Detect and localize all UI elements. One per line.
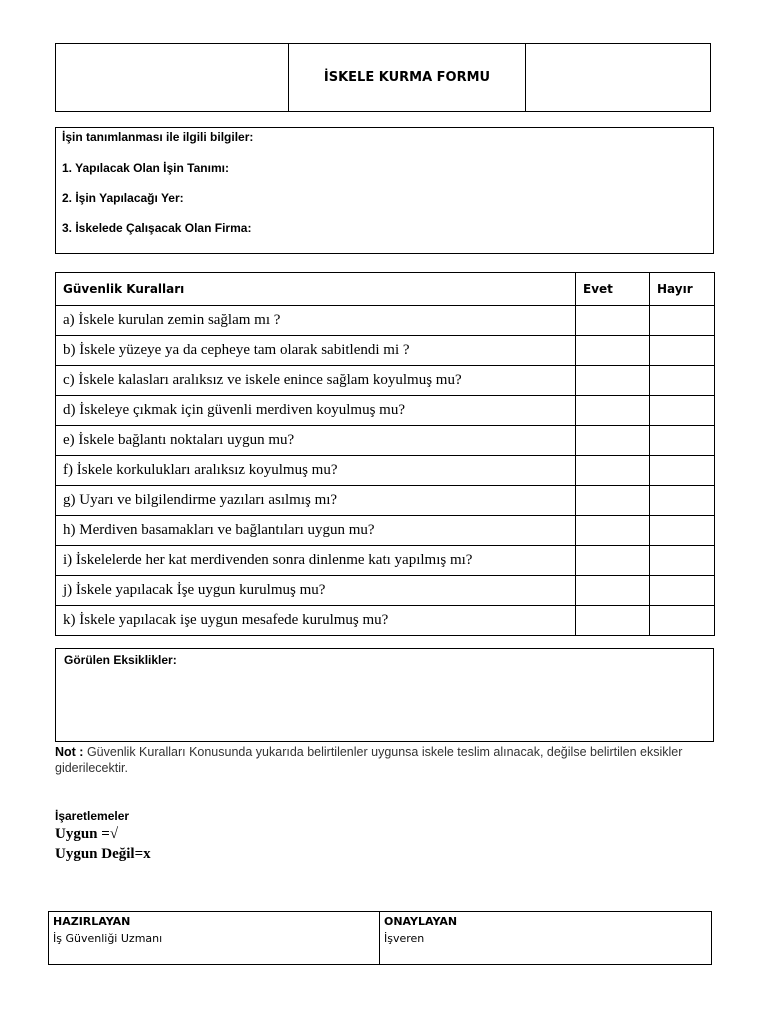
no-checkbox-cell[interactable] — [650, 486, 715, 516]
rule-text: g) Uyarı ve bilgilendirme yazıları asılmış mı? — [56, 486, 576, 516]
column-header-yes: Evet — [576, 273, 650, 306]
yes-checkbox-cell[interactable] — [576, 606, 650, 636]
deficiencies-field[interactable] — [55, 648, 714, 742]
no-checkbox-cell[interactable] — [650, 546, 715, 576]
marking-not-ok: Uygun Değil=x — [55, 846, 151, 862]
no-checkbox-cell[interactable] — [650, 366, 715, 396]
no-checkbox-cell[interactable] — [650, 456, 715, 486]
yes-checkbox-cell[interactable] — [576, 516, 650, 546]
form-header — [55, 43, 711, 112]
rule-text: f) İskele korkulukları aralıksız koyulmuş mu? — [56, 456, 576, 486]
safety-rules-table — [55, 272, 715, 636]
table-row — [56, 306, 715, 336]
prepared-by-label: HAZIRLAYAN — [53, 915, 131, 928]
rule-text: j) İskele yapılacak İşe uygun kurulmuş mu? — [56, 576, 576, 606]
yes-checkbox-cell[interactable] — [576, 456, 650, 486]
yes-checkbox-cell[interactable] — [576, 576, 650, 606]
rule-text: i) İskelelerde her kat merdivenden sonra dinlenme katı yapılmış mı? — [56, 546, 576, 576]
job-info-heading: İşin tanımlanması ile ilgili bilgiler: — [62, 130, 254, 144]
signature-table — [48, 911, 712, 965]
table-row — [56, 516, 715, 546]
job-location-field[interactable]: 2. İşin Yapılacağı Yer: — [62, 191, 184, 205]
table-row — [56, 366, 715, 396]
rule-text: k) İskele yapılacak işe uygun mesafede kurulmuş mu? — [56, 606, 576, 636]
column-header-rules: Güvenlik Kuralları — [56, 273, 576, 306]
column-header-no: Hayır — [650, 273, 715, 306]
no-checkbox-cell[interactable] — [650, 516, 715, 546]
yes-checkbox-cell[interactable] — [576, 396, 650, 426]
doc-info-cell — [526, 44, 711, 112]
rule-text: d) İskeleye çıkmak için güvenli merdiven koyulmuş mu? — [56, 396, 576, 426]
table-row — [56, 336, 715, 366]
table-row — [56, 486, 715, 516]
markings-title: İşaretlemeler — [55, 809, 130, 823]
yes-checkbox-cell[interactable] — [576, 336, 650, 366]
scaffold-company-field[interactable]: 3. İskelede Çalışacak Olan Firma: — [62, 221, 252, 235]
form-title: İSKELE KURMA FORMU — [289, 44, 526, 112]
note-paragraph — [55, 744, 715, 776]
yes-checkbox-cell[interactable] — [576, 546, 650, 576]
rule-text: e) İskele bağlantı noktaları uygun mu? — [56, 426, 576, 456]
table-row — [56, 606, 715, 636]
rule-text: c) İskele kalasları aralıksız ve iskele enince sağlam koyulmuş mu? — [56, 366, 576, 396]
rule-text: a) İskele kurulan zemin sağlam mı ? — [56, 306, 576, 336]
note-text: Güvenlik Kuralları Konusunda yukarıda belirtilenler uygunsa iskele teslim alınacak, değilse belirtilen eksikler giderilecektir. — [55, 745, 683, 775]
prepared-by-title: İş Güvenliği Uzmanı — [53, 932, 163, 945]
yes-checkbox-cell[interactable] — [576, 366, 650, 396]
no-checkbox-cell[interactable] — [650, 606, 715, 636]
table-row — [56, 546, 715, 576]
rule-text: b) İskele yüzeye ya da cepheye tam olarak sabitlendi mi ? — [56, 336, 576, 366]
approved-by-cell[interactable] — [380, 912, 712, 965]
approved-by-label: ONAYLAYAN — [384, 915, 458, 928]
approved-by-title: İşveren — [384, 932, 425, 945]
note-prefix: Not : — [55, 745, 84, 759]
table-header-row — [56, 273, 715, 306]
table-row — [56, 576, 715, 606]
table-row — [56, 426, 715, 456]
no-checkbox-cell[interactable] — [650, 576, 715, 606]
rule-text: h) Merdiven basamakları ve bağlantıları uygun mu? — [56, 516, 576, 546]
yes-checkbox-cell[interactable] — [576, 426, 650, 456]
no-checkbox-cell[interactable] — [650, 396, 715, 426]
table-row — [56, 396, 715, 426]
yes-checkbox-cell[interactable] — [576, 486, 650, 516]
no-checkbox-cell[interactable] — [650, 336, 715, 366]
prepared-by-cell[interactable] — [49, 912, 380, 965]
table-row — [56, 456, 715, 486]
yes-checkbox-cell[interactable] — [576, 306, 650, 336]
no-checkbox-cell[interactable] — [650, 306, 715, 336]
job-info-section — [55, 127, 714, 254]
no-checkbox-cell[interactable] — [650, 426, 715, 456]
logo-cell — [56, 44, 289, 112]
marking-ok: Uygun =√ — [55, 826, 119, 842]
deficiencies-label: Görülen Eksiklikler: — [64, 653, 177, 667]
job-description-field[interactable]: 1. Yapılacak Olan İşin Tanımı: — [62, 161, 229, 175]
